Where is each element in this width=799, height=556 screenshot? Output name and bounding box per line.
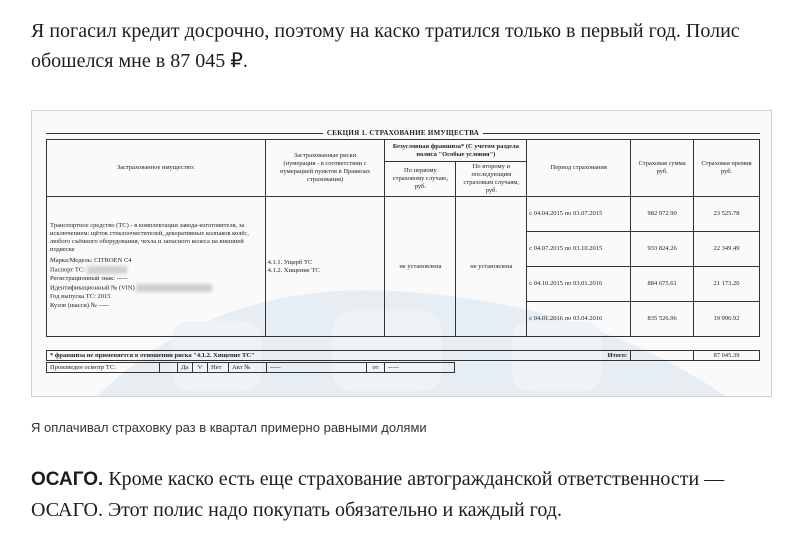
sum-4: 835 526.96 xyxy=(631,302,694,337)
sum-1: 982 972.90 xyxy=(631,197,694,232)
osago-heading: ОСАГО. xyxy=(31,469,104,490)
total-row xyxy=(46,350,760,361)
header-deductible-next: По второму и последующим страховым случаям, руб. xyxy=(456,162,527,197)
header-property: Застрахованное имущество: xyxy=(47,140,266,197)
property-vin: Идентификационный № (VIN) xyxy=(50,284,262,292)
header-premium: Страховая премия руб. xyxy=(694,140,760,197)
deductible-next-value: не установлена xyxy=(456,197,527,337)
period-1: с 04.04.2015 по 03.07.2015 xyxy=(527,197,631,232)
inspection-from: от xyxy=(367,363,385,373)
property-passport: Паспорт ТС: xyxy=(50,266,262,274)
premium-1: 23 525.78 xyxy=(694,197,760,232)
inspection-from-value: ----- xyxy=(385,363,455,373)
total-label: Итого: xyxy=(607,352,628,359)
property-year: Год выпуска ТС: 2015 xyxy=(50,293,111,301)
header-period: Период страхования xyxy=(527,140,631,197)
risk-damage: 4.1.1. Ущерб ТС xyxy=(267,258,313,266)
inspection-row xyxy=(46,362,455,373)
inspection-no: Нет xyxy=(208,363,229,373)
risk-theft: 4.1.2. Хищение ТС xyxy=(267,266,320,274)
period-2: с 04.07.2015 по 03.10.2015 xyxy=(527,232,631,267)
footnote: * франшиза не применяется в отношении риска "4.1.2. Хищение ТС" Итого: xyxy=(47,351,631,361)
risks-cell xyxy=(265,197,385,337)
inspection-act-value: ----- xyxy=(267,363,367,373)
insurance-table xyxy=(46,139,760,337)
period-4: с 04.01.2016 по 03.04.2016 xyxy=(527,302,631,337)
premium-2: 22 349.49 xyxy=(694,232,760,267)
header-deductible: Безусловная франшиза* (С учетом раздела полиса "Особые условия") xyxy=(385,140,527,162)
header-deductible-first: По первому страховому случаю, руб. xyxy=(385,162,456,197)
image-caption: Я оплачивал страховку раз в квартал примерно равными долями xyxy=(31,420,427,435)
section-title: СЕКЦИЯ 1. СТРАХОВАНИЕ ИМУЩЕСТВА xyxy=(323,129,483,137)
osago-text: Кроме каско есть еще страхование автогражданской ответственности — ОСАГО. Этот полис надо покупать обязательно и каждый год. xyxy=(31,468,725,521)
premium-3: 21 173.20 xyxy=(694,267,760,302)
header-sum: Страховая сумма руб. xyxy=(631,140,694,197)
inspection-act: Акт № xyxy=(229,363,267,373)
premium-4: 19 996.92 xyxy=(694,302,760,337)
property-body: Кузов (шасси) № ----- xyxy=(50,302,110,310)
intro-paragraph: Я погасил кредит досрочно, поэтому на каско тратился только в первый год. Полис обошелся мне в 87 045 ₽. xyxy=(31,20,740,72)
inspection-yes: Да xyxy=(178,363,193,373)
header-risks: Застрахованные риски (нумерация - в соответствии с нумерацией пунктов в Правилах страхования) xyxy=(265,140,385,197)
inspection-label: Произведен осмотр ТС: xyxy=(47,363,160,373)
osago-paragraph xyxy=(31,464,781,525)
property-model: Марка/Модель: CITROEN C4 xyxy=(50,256,132,264)
property-cell xyxy=(47,197,266,337)
sum-3: 884 675.61 xyxy=(631,267,694,302)
property-description: Транспортное средство (ТС) - в комплектации завода-изготовителя, за исключением: щёток стеклоочистителей, декоративных колпаков колёс, любого съёмного оборудования, чехла и запасного колеса на внешней подвеске xyxy=(50,221,249,253)
total-value: 87 045.39 xyxy=(694,351,760,361)
sum-2: 933 824.26 xyxy=(631,232,694,267)
property-reg-sign: Регистрационный знак: ----- xyxy=(50,275,128,282)
deductible-first-value: не установлена xyxy=(385,197,456,337)
insurance-policy-image xyxy=(31,110,772,397)
period-3: с 04.10.2015 по 03.01.2016 xyxy=(527,267,631,302)
inspection-mark: V xyxy=(193,363,208,373)
